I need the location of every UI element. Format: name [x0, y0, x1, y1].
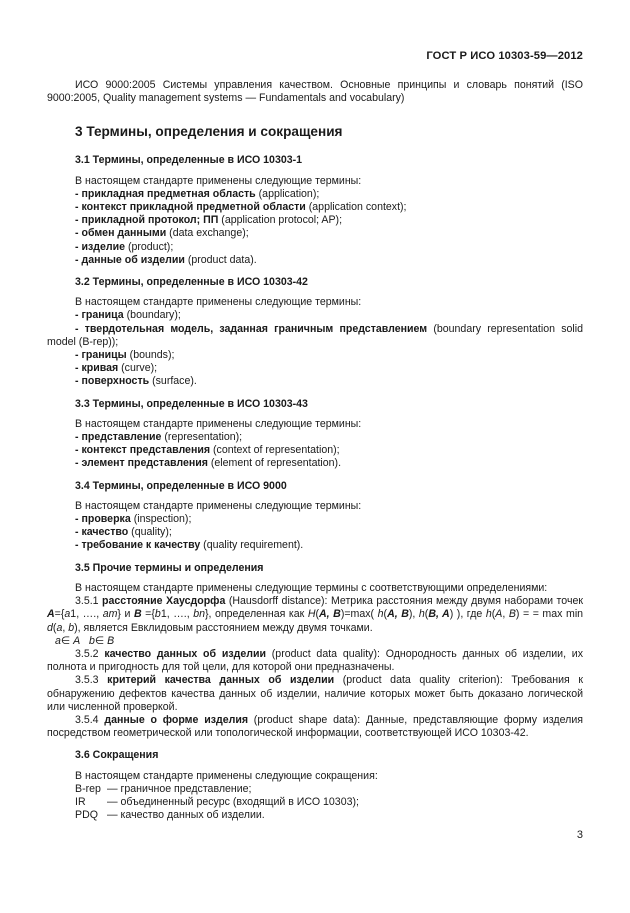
- list-item: - контекст прикладной предметной области (application context);: [75, 201, 407, 214]
- subsection-3-4-intro: В настоящем стандарте применены следующие термины:: [75, 499, 362, 512]
- list-item: - проверка (inspection);: [75, 513, 192, 526]
- subsection-3-4-title: 3.4 Термины, определенные в ИСО 9000: [75, 479, 287, 492]
- list-item: - требование к качеству (quality requirement).: [75, 539, 304, 552]
- list-item: - данные об изделии (product data).: [75, 253, 257, 266]
- formula-subscripts: a∈ A b∈ B: [55, 634, 115, 647]
- list-item: - обмен данными (data exchange);: [75, 227, 249, 240]
- list-item: - контекст представления (context of representation);: [75, 444, 340, 457]
- subsection-3-5-intro: В настоящем стандарте применены следующие термины с соответствующими определениями:: [75, 581, 548, 594]
- abbreviation-item: B-rep — граничное представление;: [75, 782, 252, 795]
- subsection-3-6-title: 3.6 Сокращения: [75, 749, 159, 762]
- subsection-3-6-intro: В настоящем стандарте применены следующие сокращения:: [75, 769, 378, 782]
- list-item: - представление (representation);: [75, 431, 243, 444]
- document-body: [47, 79, 583, 822]
- list-item: - границы (bounds);: [75, 349, 175, 362]
- list-item: - прикладной протокол; ПП (application protocol; AP);: [75, 214, 343, 227]
- reference-line-2: Quality management systems — Fundamentals and vocabulary): [102, 92, 405, 105]
- subsection-3-3-title: 3.3 Термины, определенные в ИСО 10303-43: [75, 397, 308, 410]
- abbreviation-item: IR — объединенный ресурс (входящий в ИСО 10303);: [75, 795, 359, 808]
- normative-reference: [47, 79, 583, 105]
- subsection-3-2-intro: В настоящем стандарте применены следующие термины:: [75, 296, 362, 309]
- subsection-3-2-title: 3.2 Термины, определенные в ИСО 10303-42: [75, 276, 308, 289]
- list-item: - элемент представления (element of representation).: [75, 457, 342, 470]
- definition-3-5-3: 3.5.3 критерий качества данных об изделии (product data quality criterion): Требования к обнаружению дефектов качества данных об изделии, наличие которых может быть доказано логической или численной проверкой.: [47, 674, 584, 713]
- definition-3-5-4: 3.5.4 данные о форме изделия (product shape data): Данные, представляющие форму изделия посредством геометрической или топологической информации, соответствующей ИСО 10303-42.: [47, 713, 583, 740]
- definition-3-5-1: 3.5.1 расстояние Хаусдорфа (Hausdorff distance): Метрика расстояния между двумя наборами точек A={a1, …., am} и B ={b1, …., bn}, определенная как H(A, B)=max( h(A, B), h(B, A) ), где h(A, B) = = max min d(a, b), является Евклидовым расстоянием между двумя точками.: [47, 595, 584, 634]
- list-item: - твердотельная модель, заданная граничным представлением (boundary representation solid model (B-rep));: [47, 322, 583, 348]
- page-number: 3: [576, 829, 583, 841]
- section-3-title: 3 Термины, определения и сокращения: [75, 124, 343, 140]
- reference-line-1: ИСО 9000:2005 Системы управления качеством. Основные принципы и словарь понятий (ISO 9000:2005,: [47, 79, 583, 105]
- list-item: - прикладная предметная область (application);: [75, 187, 320, 200]
- list-item: - поверхность (surface).: [75, 375, 197, 388]
- list-item: - кривая (curve);: [75, 362, 158, 375]
- subsection-3-5-title: 3.5 Прочие термины и определения: [75, 561, 264, 574]
- definition-3-5-2: 3.5.2 качество данных об изделии (product data quality): Однородность данных об изделии, их полнота и пригодность для той цели, для которой они предназначены.: [47, 647, 584, 674]
- list-item: - изделие (product);: [75, 240, 174, 253]
- list-item: - граница (boundary);: [75, 309, 181, 322]
- document-header: ГОСТ Р ИСО 10303-59—2012: [426, 50, 583, 62]
- subsection-3-3-intro: В настоящем стандарте применены следующие термины:: [75, 417, 362, 430]
- subsection-3-1-intro: В настоящем стандарте применены следующие термины:: [75, 174, 362, 187]
- subsection-3-1-title: 3.1 Термины, определенные в ИСО 10303-1: [75, 154, 303, 167]
- list-item: - качество (quality);: [75, 526, 172, 539]
- abbreviation-item: PDQ — качество данных об изделии.: [75, 809, 265, 822]
